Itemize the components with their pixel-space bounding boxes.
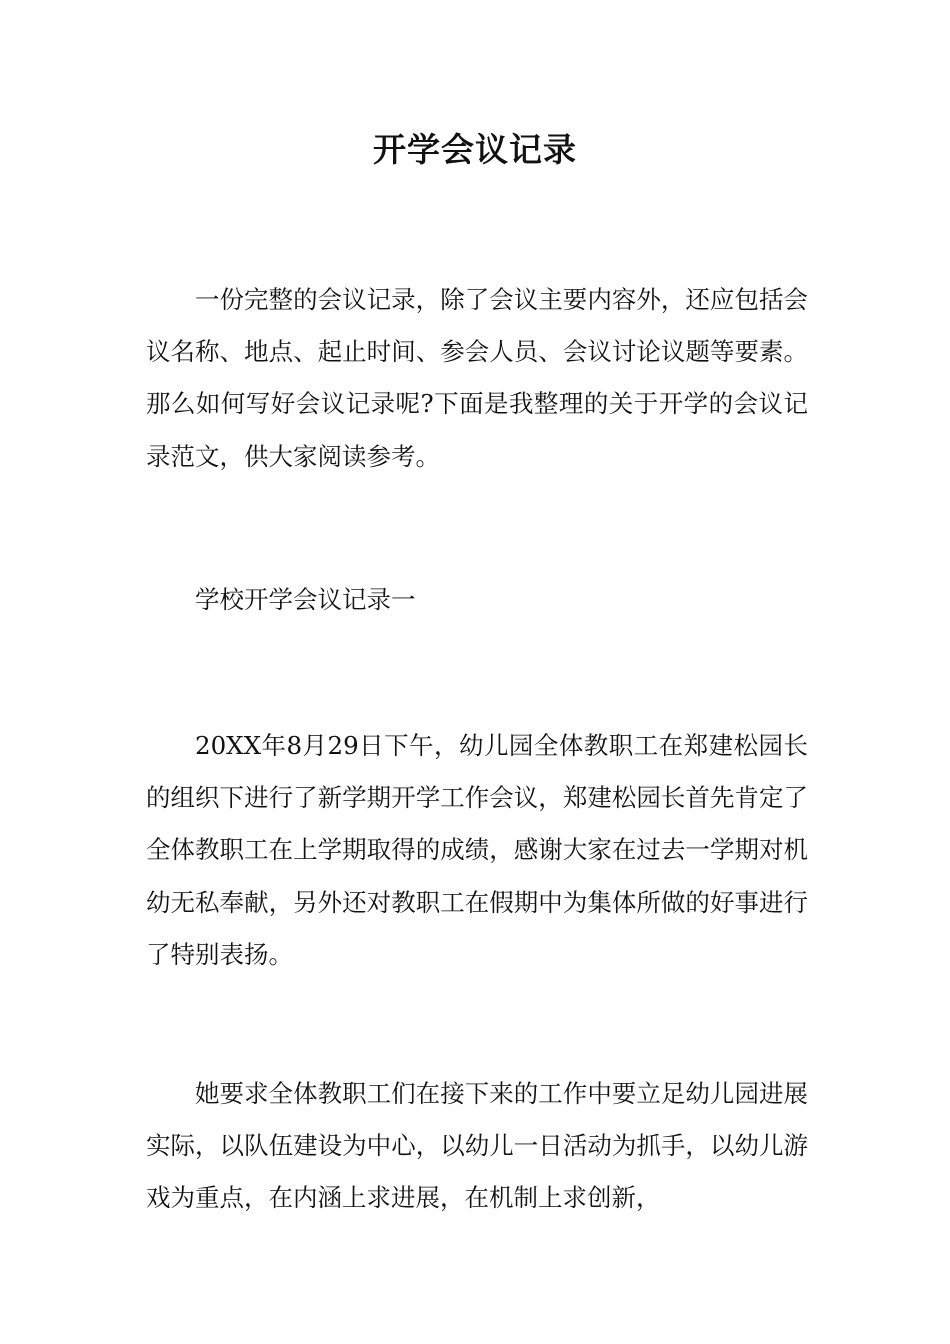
body-paragraph: 20XX年8月29日下午，幼儿园全体教职工在郑建松园长的组织下进行了新学期开学工作会议，郑建松园长首先肯定了全体教职工在上学期取得的成绩，感谢大家在过去一学期对机幼无私奉献，另外还对教职工在假期中为集体所做的好事进行了特别表扬。 (146, 731, 808, 969)
section-heading: 学校开学会议记录一 (195, 585, 416, 614)
intro-paragraph: 一份完整的会议记录，除了会议主要内容外，还应包括会议名称、地点、起止时间、参会人员、会议讨论议题等要素。那么如何写好会议记录呢?下面是我整理的关于开学的会议记录范文，供大家阅读参考。 (146, 285, 808, 471)
document-title: 开学会议记录 (373, 130, 577, 169)
body-paragraph: 她要求全体教职工们在接下来的工作中要立足幼儿园进展实际，以队伍建设为中心，以幼儿一日活动为抓手，以幼儿游戏为重点，在内涵上求进展，在机制上求创新， (146, 1079, 808, 1213)
